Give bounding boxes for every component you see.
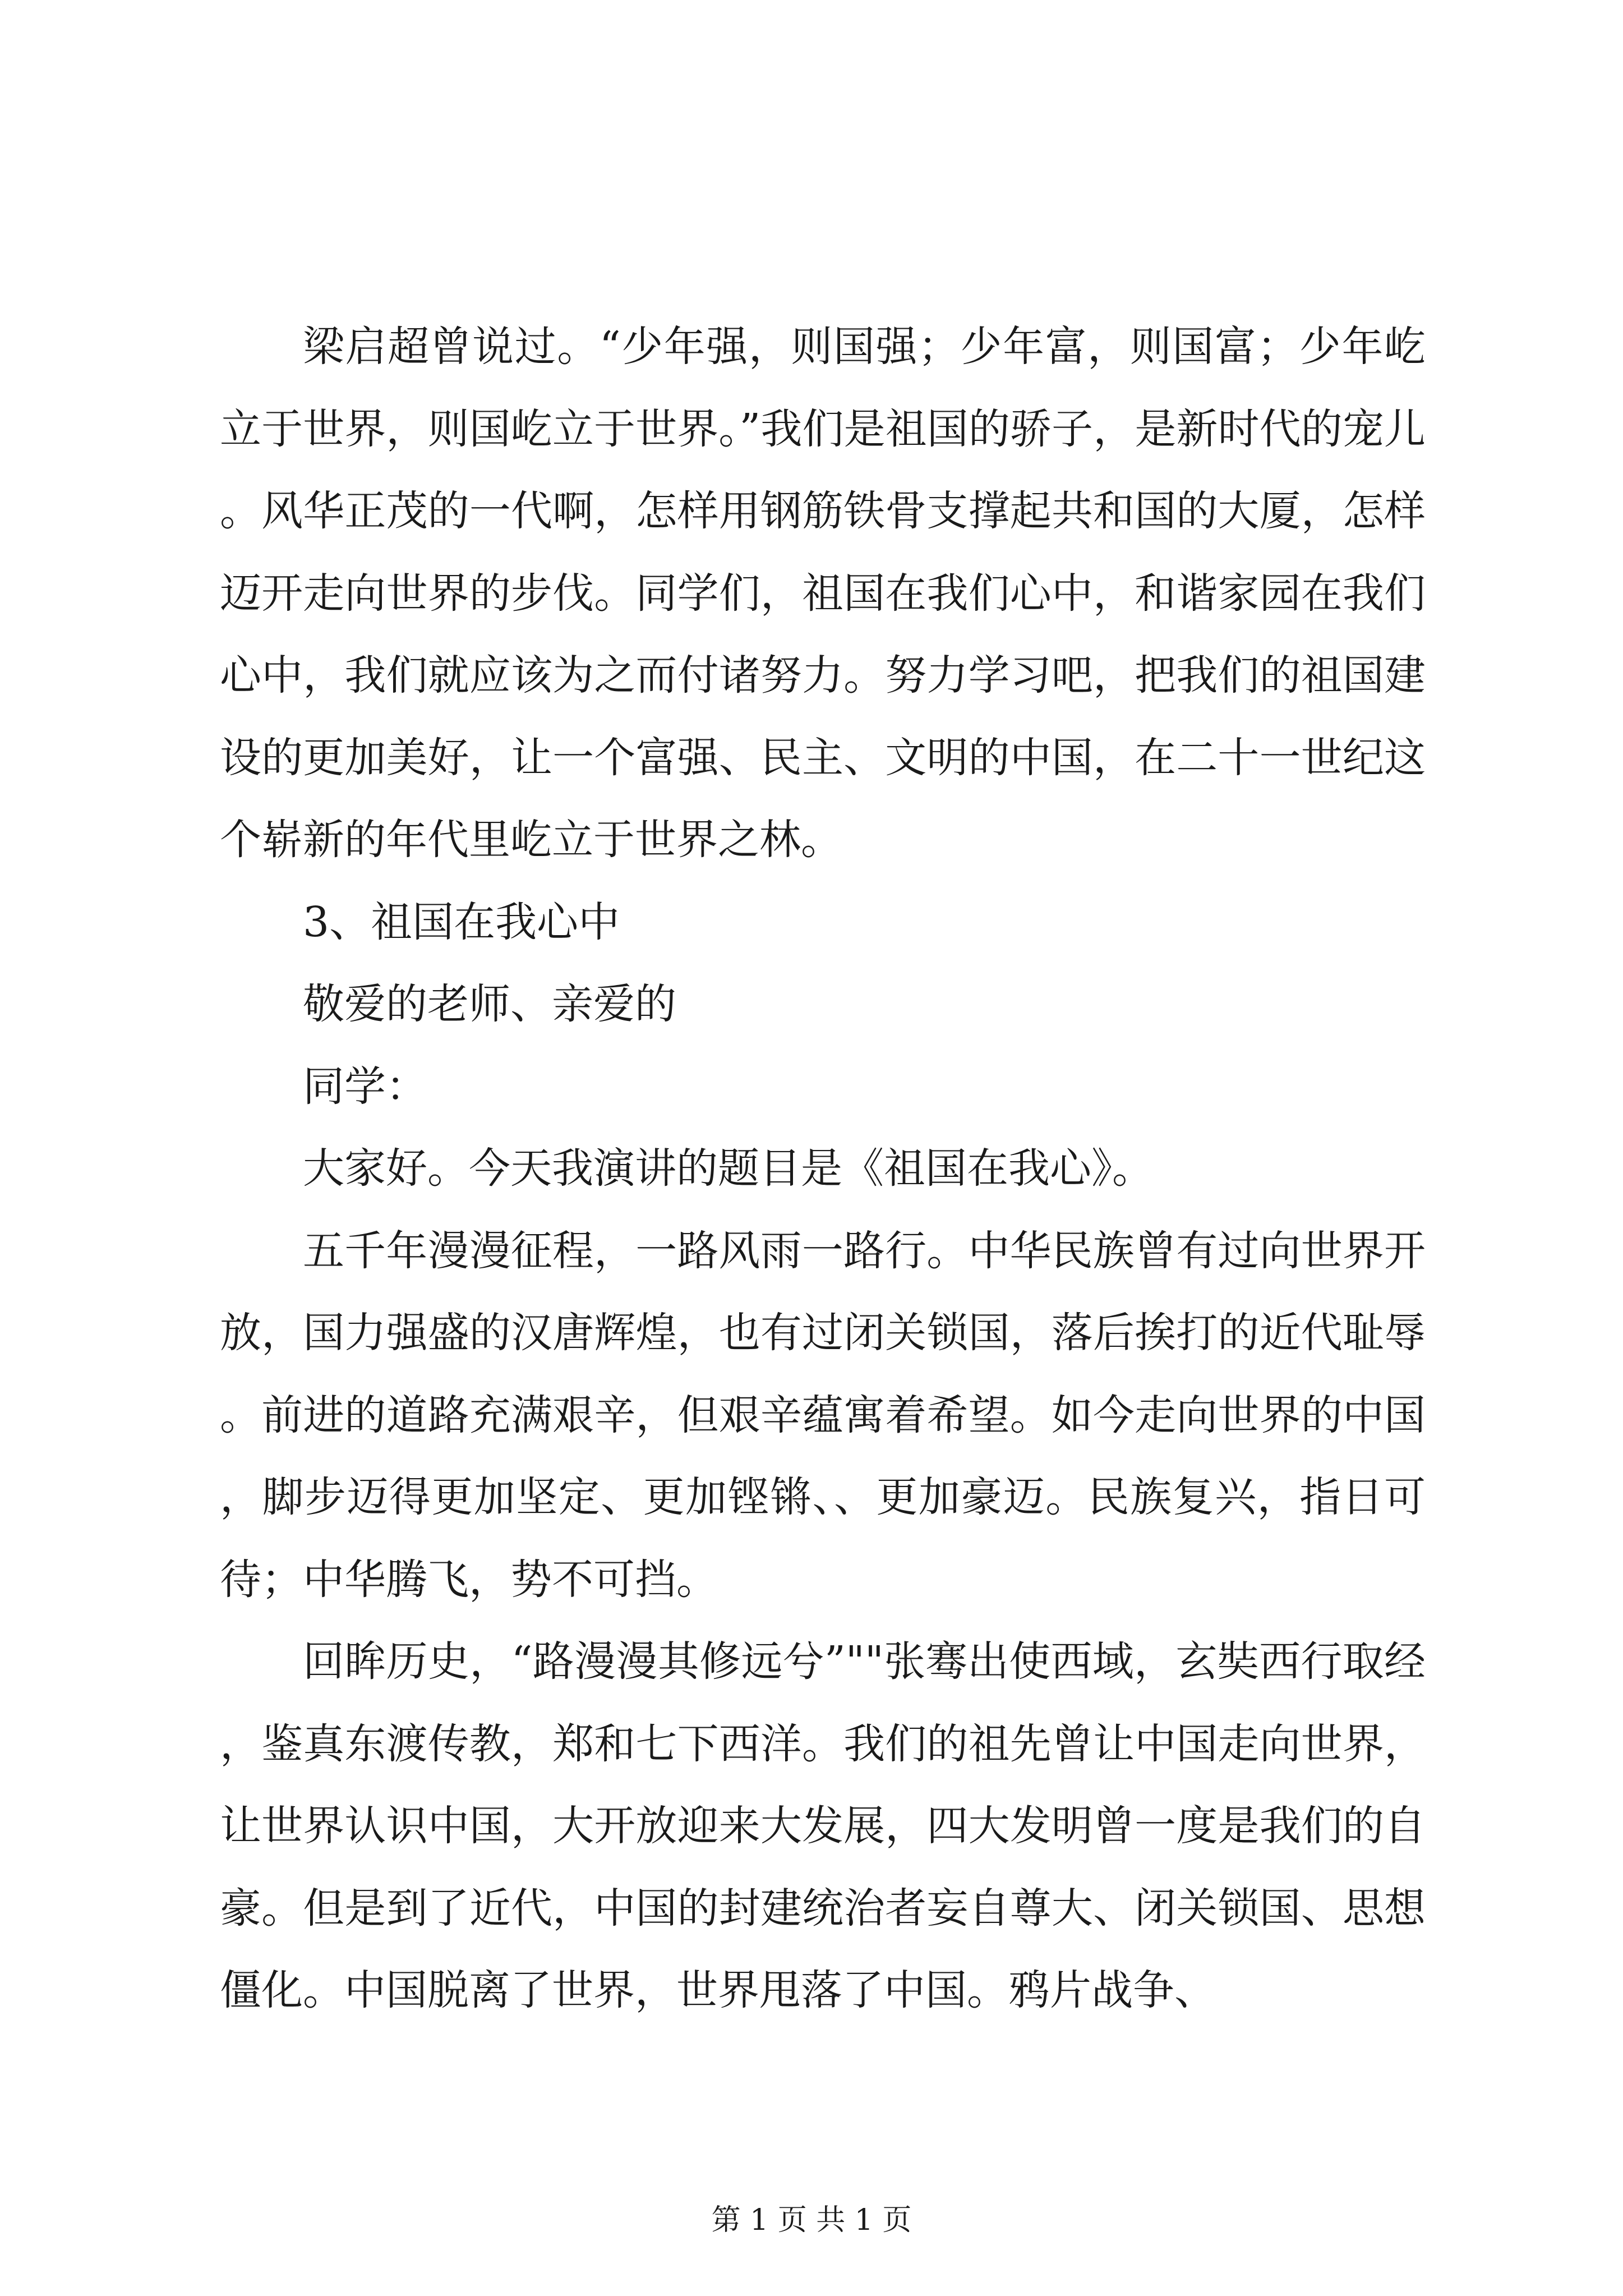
section-heading: 3、祖国在我心中 — [303, 898, 620, 946]
paragraph-history-review: 回眸历史，“路漫漫其修远兮”""张骞出使西域，玄奘西行取经，鉴真东渡传教，郑和七下西洋。我们的祖先曾让中国走向世界，让世界认识中国，大开放迎来大发展，四大发明曾一度是我们的自豪。但是到了近代，中国的封建统治者妄自尊大、闭关锁国、思想僵化。中国脱离了世界，世界甩落了中国。鸦片战争、 — [220, 1637, 1426, 2014]
salutation-line: 敬爱的老师、亲爱的 — [303, 980, 676, 1028]
page-footer: 第 1 页 共 1 页 — [711, 2203, 912, 2237]
salutation-continuation: 同学： — [303, 1062, 427, 1111]
document-body — [220, 306, 1426, 2032]
paragraph-liang-qichao-quote: 梁启超曾说过。“少年强，则国强；少年富，则国富；少年屹立于世界，则国屹立于世界。”我们是祖国的骄子，是新时代的宠儿。风华正茂的一代啊，怎样用钢筋铁骨支撑起共和国的大厦，怎样迈开走向世界的步伐。同学们，祖国在我们心中，和谐家园在我们心中，我们就应该为之而付诸努力。努力学习吧，把我们的祖国建设的更加美好，让一个富强、民主、文明的中国，在二十一世纪这个崭新的年代里屹立于世界之林。 — [220, 323, 1426, 864]
greeting-paragraph: 大家好。今天我演讲的题目是《祖国在我心》。 — [303, 1144, 1154, 1193]
paragraph-five-thousand-years: 五千年漫漫征程，一路风雨一路行。中华民族曾有过向世界开放，国力强盛的汉唐辉煌，也有过闭关锁国，落后挨打的近代耻辱。前进的道路充满艰辛，但艰辛蕴寓着希望。如今走向世界的中国，脚步迈得更加坚定、更加铿锵、、更加豪迈。民族复兴，指日可待；中华腾飞，势不可挡。 — [220, 1226, 1426, 1604]
